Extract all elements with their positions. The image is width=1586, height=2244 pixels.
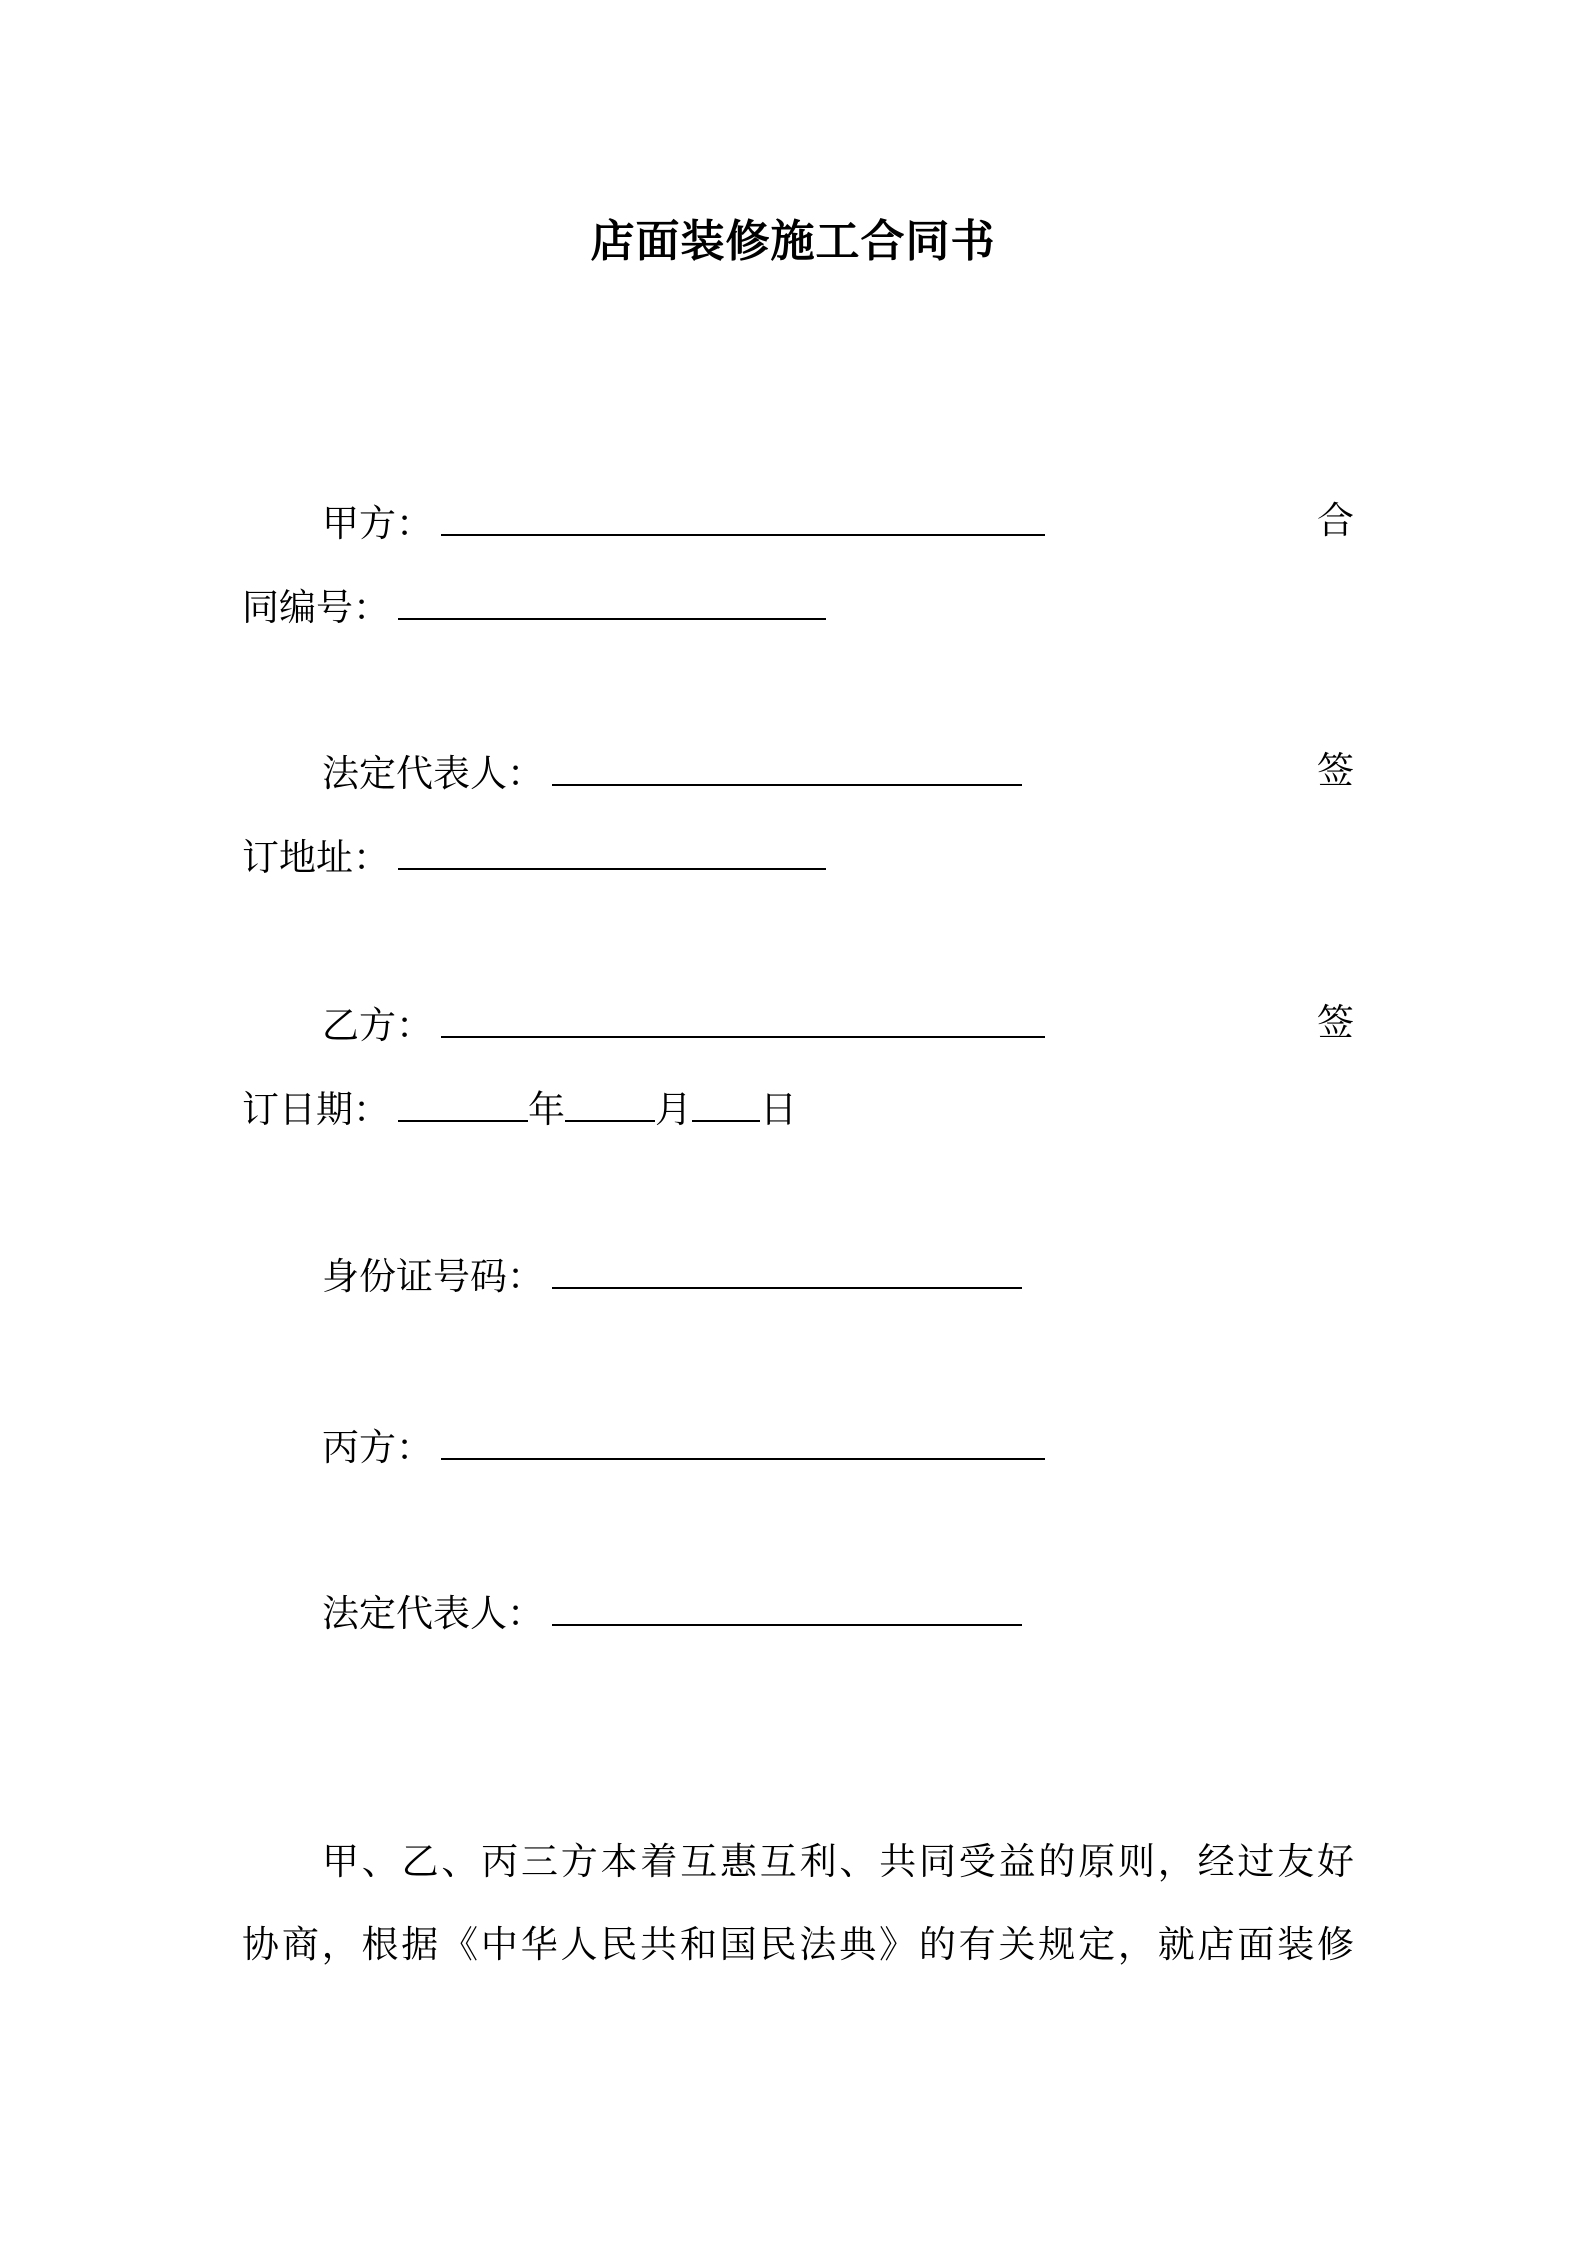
- sign-date-row: [242, 1082, 797, 1135]
- legal-rep-label-2: 法定代表人：: [322, 1592, 544, 1635]
- legal-rep-blank-1[interactable]: [552, 746, 1022, 786]
- sign-date-label: 订日期：: [242, 1088, 390, 1131]
- sign-place-row: [242, 830, 826, 883]
- party-c-blank[interactable]: [441, 1420, 1045, 1460]
- contract-no-row: [242, 580, 826, 633]
- party-b-blank[interactable]: [441, 998, 1045, 1038]
- party-a-label: 甲方：: [322, 502, 433, 545]
- party-a-row: [322, 496, 1045, 549]
- month-label: 月: [655, 1088, 692, 1131]
- party-a-blank[interactable]: [441, 496, 1045, 536]
- legal-rep-label-1: 法定代表人：: [322, 752, 544, 795]
- id-number-blank[interactable]: [552, 1249, 1022, 1289]
- document-title: 店面装修施工合同书: [590, 216, 996, 267]
- id-number-label: 身份证号码：: [322, 1255, 544, 1298]
- sign-date-label-head: 签: [1317, 1001, 1354, 1044]
- preamble-line-2: 协商，根据《中华人民共和国民法典》的有关规定，就店面装修: [242, 1923, 1354, 1966]
- sign-place-blank[interactable]: [398, 830, 826, 870]
- legal-rep-row-2: [322, 1586, 1022, 1639]
- contract-no-label: 同编号：: [242, 586, 390, 629]
- day-label: 日: [760, 1088, 797, 1131]
- month-blank[interactable]: [565, 1082, 655, 1122]
- sign-place-label-head: 签: [1317, 749, 1354, 792]
- contract-no-blank[interactable]: [398, 580, 826, 620]
- contract-no-label-head: 合: [1317, 499, 1354, 542]
- party-b-row: [322, 998, 1045, 1051]
- day-blank[interactable]: [692, 1082, 760, 1122]
- party-b-label: 乙方：: [322, 1004, 433, 1047]
- preamble-line-1: 甲、乙、丙三方本着互惠互利、共同受益的原则，经过友好: [322, 1840, 1354, 1883]
- legal-rep-row-1: [322, 746, 1022, 799]
- party-c-label: 丙方：: [322, 1426, 433, 1469]
- year-blank[interactable]: [398, 1082, 528, 1122]
- sign-place-label: 订地址：: [242, 836, 390, 879]
- year-label: 年: [528, 1088, 565, 1131]
- party-c-row: [322, 1420, 1045, 1473]
- legal-rep-blank-2[interactable]: [552, 1586, 1022, 1626]
- id-number-row: [322, 1249, 1022, 1302]
